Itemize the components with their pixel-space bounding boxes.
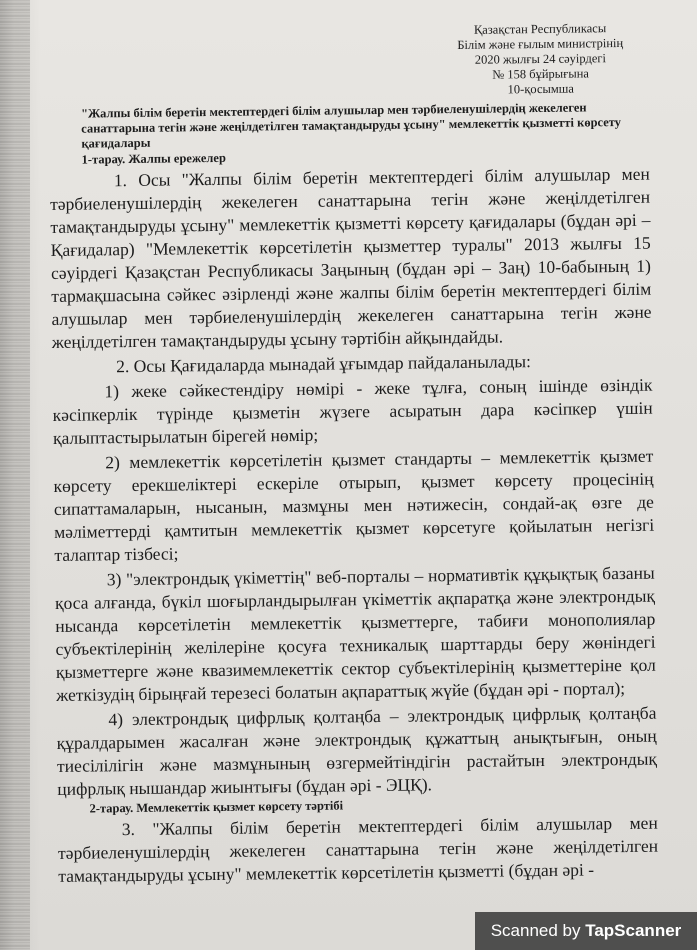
document-title: "Жалпы білім беретін мектептердегі білім алушылар мен тәрбиеленушілердің жекелеген санаттарына тегін және жеңілдетілген тамақтандыруды ұсыну" мемлекеттік қызметті көрсету қағидалары [80,100,622,151]
scan-edge-artifact [0,0,30,950]
chapter-1-heading: 1-тарау. Жалпы ережелер [81,150,226,167]
paragraph-1: 1. Осы "Жалпы білім беретін мектептердегі білім алушылар мен тәрбиеленушілердің жекелеген санаттарына тегін және жеңілдетілген тамақтандыруды ұсыну" мемлекеттік қызметті көрсету қағидалары (бұдан әрі – Қағидалар) "Мемлекеттік көрсетілетін қызметтер туралы" 2013 жылғы 15 сәуірдегі Қазақстан Республикасы Заңының (бұдан әрі – Заң) 10-бабының 1) тармақшасына сәйкес әзірленді және жалпы білім беретін мектептердегі білім алушылар мен тәрбиеленушілердің жекелеген санаттарына тегін және жеңілдетілген тамақтандыруды ұсыну тәртібін айқындайды. [50,163,652,352]
definition-item-4: 4) электрондық цифрлық қолтаңба – электрондық цифрлық қолтаңба құралдарымен жасалған және электрондық құжаттың анықтығын, оның тиесілілігін және мазмұнының өзгермейтіндігін растайтын электрондық цифрлық нышандар жиынтығы (бұдан әрі - ЭЦҚ). [56,702,658,799]
scanner-watermark [475,912,697,950]
header-line-3: 2020 жылғы 24 сәуірдегі [474,51,607,67]
header-line-5: 10-қосымша [507,81,575,97]
header-line-4: № 158 бұйрығына [492,66,589,82]
header-line-2: Білім және ғылым министрінің [457,35,624,53]
watermark-brand: TapScanner [585,921,682,940]
header-line-1: Қазақстан Республикасы [473,21,607,37]
appendix-header [420,21,661,99]
definition-item-1: 1) жеке сәйкестендіру нөмірі - жеке тұлға, соның ішінде өзіндік кәсіпкерлік түрінде қызметін жүзеге асыратын дара кәсіпкер үшін қалыптастырылатын бірегей нөмір; [52,374,653,448]
definition-item-2: 2) мемлекеттік көрсетілетін қызмет стандарты – мемлекеттік қызмет көрсету ерекшеліктері ескеріле отырып, қызмет көрсету процесінің сипаттамаларын, нысанын, мазмұны мен нәтижесін, сондай-ақ өзге де мәліметтерді қамтитын мемлекеттік қызмет көрсетуге қойылатын негізгі талаптар тізбесі; [53,445,655,565]
definition-item-3: 3) "электрондық үкіметтің" веб-порталы – нормативтік құқықтық базаны қоса алғанда, бүкіл шоғырландырылған үкіметтік ақпаратқа және электрондық нысанда көрсетілетін мемлекеттік қызметтерге, табиғи монополиялар субъектілерінің желілеріне қосуға техникалық шарттарды беру жөніндегі қызметтерге және квазимемлекеттік сектор субъектілерінің қызметтеріне қол жеткізудің бірыңғай терезесі болатын ақпараттық жүйе (бұдан әрі - портал); [54,562,656,705]
paragraph-2: 2. Осы Қағидаларда мынадай ұғымдар пайдаланылады: [116,351,532,377]
paragraph-3: 3. "Жалпы білім беретін мектептердегі білім алушылар мен тәрбиеленушілердің жекелеген санаттарына тегін және жеңілдетілген тамақтандыруды ұсыну" мемлекеттік көрсетілетін қызметті (бұдан әрі - [57,812,659,886]
chapter-2-heading: 2-тарау. Мемлекеттік қызмет көрсету тәртібі [89,798,344,816]
document-body [48,21,670,888]
watermark-prefix: Scanned by [490,921,586,940]
